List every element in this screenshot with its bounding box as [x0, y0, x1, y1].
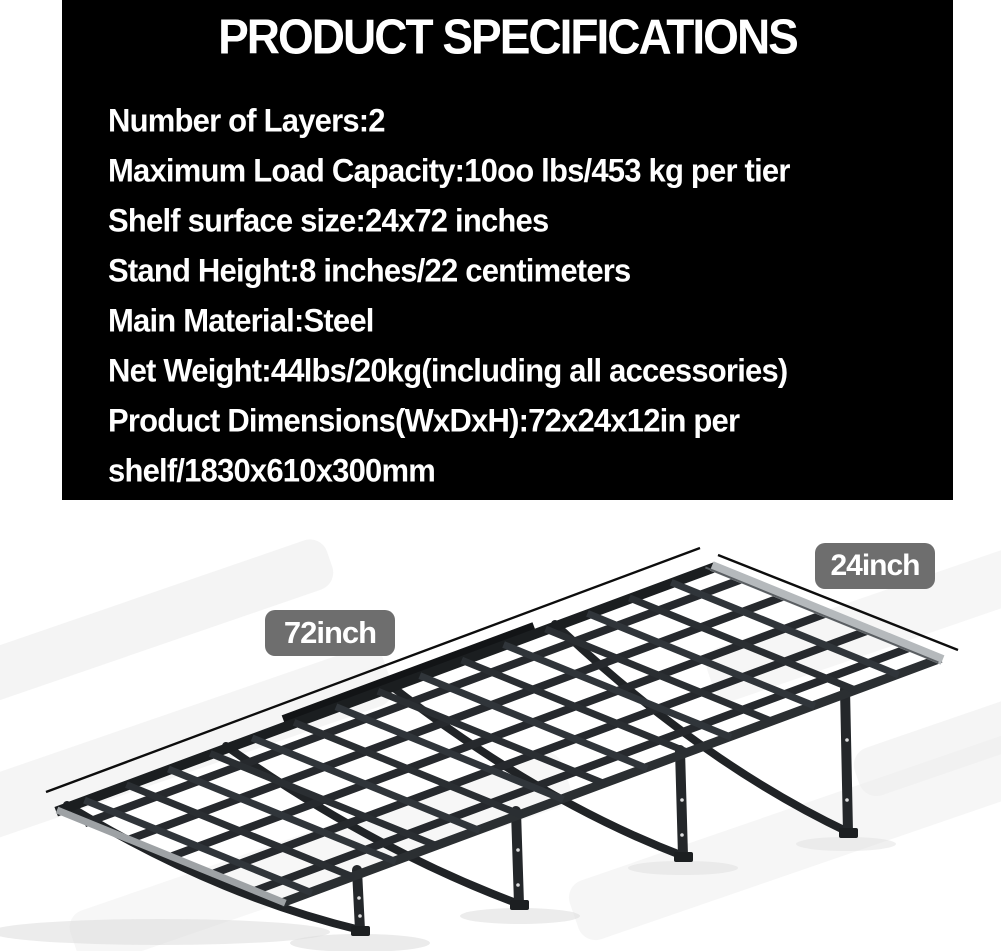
spec-panel: [62, 0, 953, 500]
spec-line-height: Stand Height:8 inches/22 centimeters: [108, 252, 631, 289]
spec-line-dimensions: Product Dimensions(WxDxH):72x24x12in per: [108, 402, 740, 439]
spec-line-capacity: Maximum Load Capacity:10oo lbs/453 kg per tier: [108, 152, 790, 189]
dimension-label-24inch: 24inch: [815, 543, 935, 589]
spec-line-surface: Shelf surface size:24x72 inches: [108, 202, 549, 239]
product-diagram: [0, 500, 1001, 951]
spec-line-dimensions2: shelf/1830x610x300mm: [108, 452, 435, 489]
spec-line-layers: Number of Layers:2: [108, 102, 385, 139]
spec-list: [108, 96, 933, 496]
spec-line-material: Main Material:Steel: [108, 302, 374, 339]
page-title: PRODUCT SPECIFICATIONS: [218, 9, 797, 65]
spec-line-weight: Net Weight:44lbs/20kg(including all accessories): [108, 352, 788, 389]
dimension-label-72inch: 72inch: [265, 610, 395, 656]
